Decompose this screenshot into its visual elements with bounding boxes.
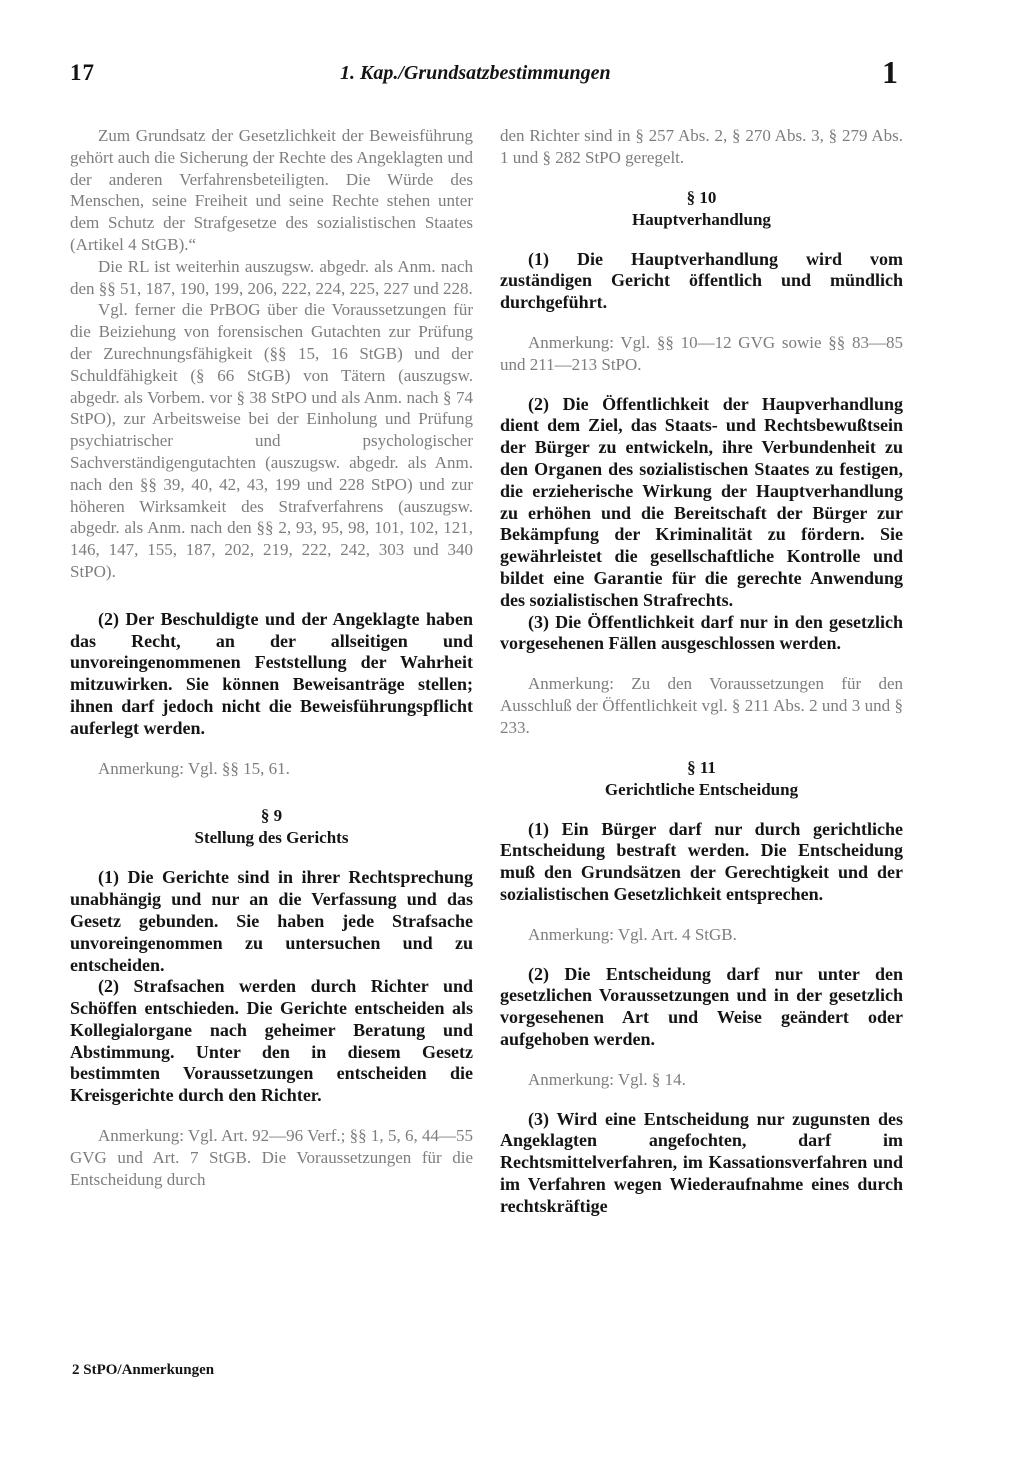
body-paragraph: (1) Die Gerichte sind in ihrer Rechtsprechung unabhängig und nur an die Verfassung und das Gesetz gebunden. Sie haben jede Strafsache unvoreingenommen zu untersuchen und zu entscheiden. — [70, 867, 473, 975]
section-title: Stellung des Gerichts — [194, 828, 349, 848]
section-number: § 10 — [686, 187, 717, 207]
note-paragraph: Anmerkung: Vgl. §§ 10—12 GVG sowie §§ 83—85 und 211—213 StPO. — [500, 332, 903, 374]
section-title: Gerichtliche Entscheidung — [604, 779, 799, 799]
note-paragraph: Anmerkung: Vgl. Art. 92—96 Verf.; §§ 1, 5, 6, 44—55 GVG und Art. 7 StGB. Die Voraussetzungen für die Entscheidung durch — [70, 1126, 473, 1189]
note-paragraph: Zum Grundsatz der Gesetzlichkeit der Beweisführung gehört auch die Sicherung der Rechte des Angeklagten und der anderen Verfahrensbeteiligten. Die Würde des Menschen, seine Freiheit und seine Rechte stehen unter dem Schutz der Strafgesetze des sozialistischen Staates (Artikel 4 StGB).“ — [70, 126, 473, 254]
body-paragraph: (2) Die Entscheidung darf nur unter den gesetzlichen Voraussetzungen und in der gesetzlich vorgesehenen Art und Weise geändert oder aufgehoben werden. — [500, 963, 903, 1049]
footer-signature: 2 StPO/Anmerkungen — [72, 1362, 215, 1378]
body-paragraph: (2) Die Öffentlichkeit der Haupverhandlung dient dem Ziel, das Staats- und Rechtsbewußtsein der Bürger zu entwickeln, ihre Verbundenheit zu den Organen des sozialistischen Staates zu festigen, die erzieherische Wirkung der Hauptverhandlung zu erhöhen und die Bereitschaft der Bürger zur Bekämpfung der Kriminalität zu fördern. Sie gewährleistet die gesellschaftliche Kontrolle und bildet eine Garantie für die gerechte Anwendung des sozialistischen Strafrechts. — [500, 393, 903, 610]
body-paragraph: (1) Die Hauptverhandlung wird vom zuständigen Gericht öffentlich und mündlich durchgeführt. — [500, 248, 903, 313]
body-paragraph: (3) Wird eine Entscheidung nur zugunsten des Angeklagten angefochten, darf im Rechtsmittelverfahren, im Kassationsverfahren und im Verfahren wegen Wiederaufnahme eines durch rechtskräftige — [500, 1108, 903, 1216]
section-heading-9 — [70, 805, 473, 849]
body-paragraph: (2) Der Beschuldigte und der Angeklagte haben das Recht, an der allseitigen und unvoreingenommenen Feststellung der Wahrheit mitzuwirken. Sie können Beweisanträge stellen; ihnen darf jedoch nicht die Beweisführungspflicht auferlegt werden. — [70, 608, 473, 738]
body-paragraph: (2) Strafsachen werden durch Richter und Schöffen entschieden. Die Gerichte entscheiden als Kollegialorgane nach geheimer Beratung und Abstimmung. Unter den in diesem Gesetz bestimmten Voraussetzungen entscheiden die Kreisgerichte durch den Richter. — [70, 976, 473, 1106]
body-paragraph: (3) Die Öffentlichkeit darf nur in den gesetzlich vorgesehenen Fällen ausgeschlossen werden. — [500, 611, 903, 654]
right-column — [500, 125, 903, 1217]
section-heading-11 — [500, 757, 903, 801]
left-column — [70, 125, 473, 1190]
running-title: 1. Kap./Grundsatzbestimmungen — [340, 62, 611, 84]
page-number: 17 — [70, 60, 95, 85]
note-paragraph: Anmerkung: Zu den Voraussetzungen für den Ausschluß der Öffentlichkeit vgl. § 211 Abs. 2 und 3 und § 233. — [500, 674, 903, 737]
note-paragraph: den Richter sind in § 257 Abs. 2, § 270 Abs. 3, § 279 Abs. 1 und § 282 StPO geregelt. — [500, 126, 903, 167]
note-paragraph: Die RL ist weiterhin auszugsw. abgedr. als Anm. nach den §§ 51, 187, 190, 199, 206, 222, 224, 225, 227 und 228. — [70, 256, 473, 298]
note-paragraph: Anmerkung: Vgl. §§ 15, 61. — [98, 758, 290, 778]
note-paragraph: Anmerkung: Vgl. § 14. — [528, 1069, 686, 1089]
chapter-number: 1 — [882, 54, 898, 90]
body-paragraph: (1) Ein Bürger darf nur durch gerichtliche Entscheidung bestraft werden. Die Entscheidung muß den Grundsätzen der Gerechtigkeit und der sozialistischen Gesetzlichkeit entsprechen. — [500, 818, 903, 904]
section-heading-10 — [500, 187, 903, 231]
note-paragraph: Anmerkung: Vgl. Art. 4 StGB. — [528, 924, 737, 944]
section-number: § 9 — [260, 806, 283, 826]
section-title: Hauptverhandlung — [632, 209, 771, 229]
section-number: § 11 — [687, 757, 716, 777]
note-paragraph: Vgl. ferner die PrBOG über die Voraussetzungen für die Beiziehung von forensischen Gutachten zur Prüfung der Zurechnungsfähigkeit (§§ 15, 16 StGB) und der Schuldfähigkeit (§ 66 StGB) von Tätern (auszugsw. abgedr. als Vorbem. vor § 38 StPO und als Anm. nach § 74 StPO), zur Arbeitsweise bei der Einholung und Prüfung psychiatrischer und psychologischer Sachverständigengutachten (auszugsw. abgedr. als Anm. nach den §§ 39, 40, 42, 43, 199 und 228 StPO) und zur höheren Wirksamkeit des Strafverfahrens (auszugsw. abgedr. als Anm. nach den §§ 2, 93, 95, 98, 101, 102, 121, 146, 147, 155, 187, 202, 219, 222, 242, 303 und 340 StPO). — [70, 300, 473, 581]
